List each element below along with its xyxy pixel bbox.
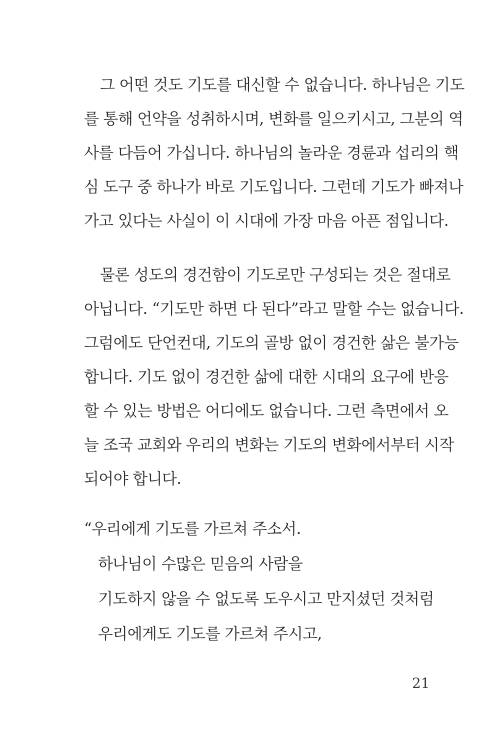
paragraph-line: 물론 성도의 경건함이 기도로만 구성되는 것은 절대로: [100, 266, 451, 284]
paragraph-line: 심 도구 중 하나가 바로 기도입니다. 그런데 기도가 빠져나: [84, 178, 464, 196]
paragraph-1: [84, 68, 465, 238]
quote-line: “우리에게 기도를 가르쳐 주소서.: [84, 520, 301, 538]
paragraph-line: 합니다. 기도 없이 경건한 삶에 대한 시대의 요구에 반응: [84, 368, 449, 386]
quote-line: 하나님이 수많은 믿음의 사람을: [98, 555, 303, 573]
paragraph-line: 사를 다듬어 가십니다. 하나님의 놀라운 경륜과 섭리의 핵: [84, 144, 459, 162]
prayer-quote: [84, 512, 444, 652]
paragraph-line: 를 통해 언약을 성취하시며, 변화를 일으키시고, 그분의 역: [84, 110, 464, 128]
page-number: 21: [412, 676, 430, 692]
quote-line: 기도하지 않을 수 없도록 도우시고 만지셨던 것처럼: [98, 590, 434, 608]
paragraph-line: 할 수 있는 방법은 어디에도 없습니다. 그런 측면에서 오: [84, 402, 449, 420]
paragraph-line: 늘 조국 교회와 우리의 변화는 기도의 변화에서부터 시작: [84, 436, 454, 454]
quote-line: 우리에게도 기도를 가르쳐 주시고,: [98, 625, 322, 643]
paragraph-line: 그럼에도 단언컨대, 기도의 골방 없이 경건한 삶은 불가능: [84, 334, 459, 352]
paragraph-line: 가고 있다는 사실이 이 시대에 가장 마음 아픈 점입니다.: [84, 212, 449, 230]
paragraph-line: 되어야 합니다.: [84, 470, 182, 488]
paragraph-line: 아닙니다. “기도만 하면 다 된다”라고 말할 수는 없습니다.: [84, 300, 464, 318]
paragraph-line: 그 어떤 것도 기도를 대신할 수 없습니다. 하나님은 기도: [100, 76, 465, 94]
paragraph-2: [84, 258, 464, 496]
